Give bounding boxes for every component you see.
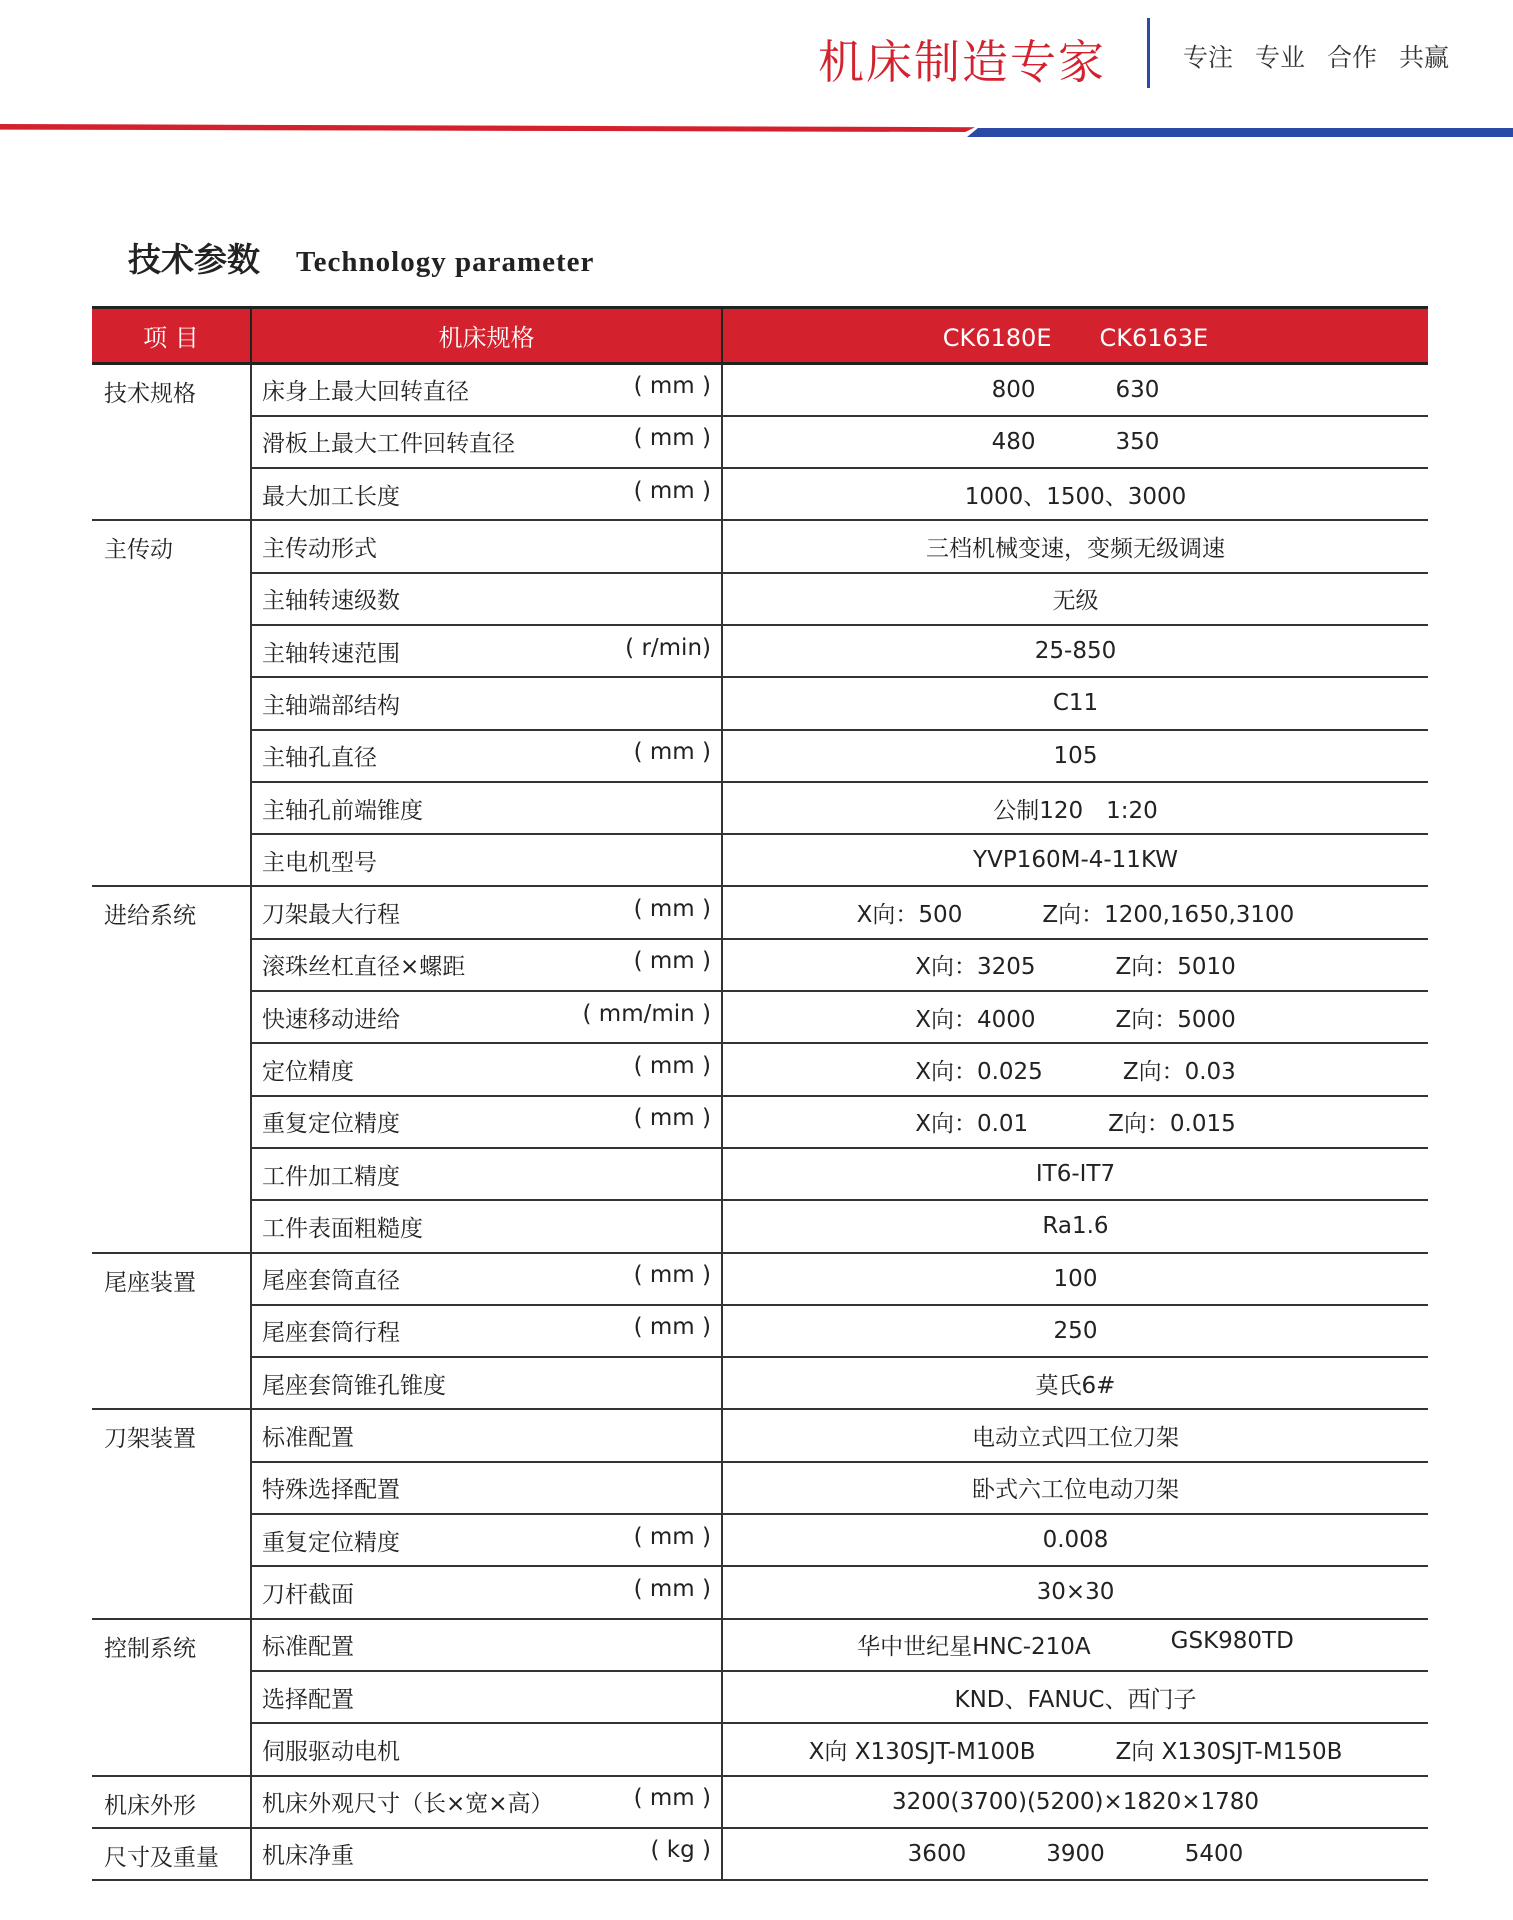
param-label: 主轴孔直径	[262, 745, 377, 772]
param-value: 无级	[1052, 588, 1099, 615]
param-unit: ( mm )	[633, 896, 711, 923]
table-row	[92, 834, 1428, 886]
value-cell	[722, 1305, 1428, 1357]
table-row	[92, 1828, 1428, 1880]
param-unit: ( mm )	[633, 1314, 711, 1341]
param-label: 选择配置	[262, 1686, 354, 1713]
param-label: 主传动形式	[262, 536, 377, 563]
group-label: 机床外形	[92, 1776, 251, 1828]
table-row	[92, 1462, 1428, 1514]
param-cell	[251, 939, 722, 991]
param-label: 重复定位精度	[262, 1111, 400, 1138]
param-cell	[251, 416, 722, 468]
value-cell	[722, 364, 1428, 416]
param-cell	[251, 1148, 722, 1200]
param-cell	[251, 1096, 722, 1148]
param-cell	[251, 730, 722, 782]
slogan-word: 专业	[1255, 43, 1306, 72]
param-value: 5400	[1184, 1840, 1244, 1867]
param-cell	[251, 1462, 722, 1514]
param-cell	[251, 1776, 722, 1828]
value-cell	[722, 1357, 1428, 1409]
value-cell	[722, 1723, 1428, 1775]
value-cell	[722, 991, 1428, 1043]
param-value: IT6-IT7	[1035, 1161, 1116, 1188]
param-unit: ( mm )	[633, 948, 711, 975]
table-row	[92, 1723, 1428, 1775]
param-cell	[251, 886, 722, 938]
param-value: Z向 X130SJT-M150B	[1115, 1738, 1343, 1765]
table-row	[92, 782, 1428, 834]
group-label: 控制系统	[92, 1619, 251, 1776]
param-unit: ( kg )	[650, 1837, 711, 1864]
param-label: 定位精度	[262, 1059, 354, 1085]
param-value: Z向：5000	[1115, 1006, 1236, 1033]
param-label: 主轴转速级数	[262, 588, 400, 615]
table-row	[92, 416, 1428, 468]
param-value: X向：0.025	[915, 1059, 1043, 1085]
header-models: CK6180E CK6163E	[722, 308, 1428, 364]
value-cell	[722, 416, 1428, 468]
param-value: 3600	[907, 1840, 967, 1867]
spec-table	[92, 306, 1428, 1881]
param-cell	[251, 1357, 722, 1409]
param-label: 刀杆截面	[262, 1581, 354, 1608]
param-label: 标准配置	[262, 1425, 354, 1452]
table-row	[92, 1514, 1428, 1566]
table-row	[92, 1096, 1428, 1148]
param-cell	[251, 677, 722, 729]
param-unit: ( mm )	[633, 1105, 711, 1132]
param-value: Ra1.6	[1042, 1213, 1109, 1240]
value-cell	[722, 1514, 1428, 1566]
param-value: GSK980TD	[1170, 1628, 1294, 1655]
table-row	[92, 730, 1428, 782]
param-value: 800	[991, 376, 1036, 403]
param-cell	[251, 364, 722, 416]
table-row	[92, 1148, 1428, 1200]
param-label: 最大加工长度	[262, 483, 400, 510]
value-cell	[722, 1828, 1428, 1880]
section-title-cn: 技术参数	[128, 240, 260, 279]
value-cell	[722, 886, 1428, 938]
param-label: 主轴转速范围	[262, 640, 400, 667]
param-cell	[251, 1619, 722, 1671]
param-cell	[251, 782, 722, 834]
param-cell	[251, 1409, 722, 1461]
param-value: 3200(3700)(5200)×1820×1780	[891, 1788, 1260, 1815]
param-value: 0.008	[1042, 1527, 1109, 1554]
param-cell	[251, 1200, 722, 1252]
value-cell	[722, 1566, 1428, 1618]
param-label: 床身上最大回转直径	[262, 379, 469, 406]
group-label: 刀架装置	[92, 1409, 251, 1618]
table-row	[92, 1200, 1428, 1252]
param-label: 主轴孔前端锥度	[262, 797, 423, 824]
param-value: X向：3205	[915, 954, 1036, 981]
param-cell	[251, 1566, 722, 1618]
param-unit: ( mm )	[633, 1785, 711, 1812]
param-label: 伺服驱动电机	[262, 1738, 400, 1765]
value-cell	[722, 939, 1428, 991]
value-cell	[722, 1776, 1428, 1828]
param-value: 100	[1053, 1265, 1098, 1292]
param-value: 公制120 1:20	[993, 797, 1158, 824]
value-cell	[722, 625, 1428, 677]
param-value: X向：500	[856, 902, 963, 929]
param-value: Z向：5010	[1115, 954, 1236, 981]
value-cell	[722, 1671, 1428, 1723]
table-row	[92, 1043, 1428, 1095]
param-value: X向：4000	[915, 1006, 1036, 1033]
param-unit: ( mm )	[633, 1262, 711, 1289]
param-value: C11	[1052, 690, 1099, 717]
param-value: 105	[1053, 742, 1098, 769]
group-label: 进给系统	[92, 886, 251, 1252]
blue-stripe	[967, 128, 1513, 137]
param-cell	[251, 1723, 722, 1775]
param-label: 主电机型号	[262, 849, 377, 876]
param-label: 标准配置	[262, 1634, 354, 1661]
param-label: 尾座套筒行程	[262, 1320, 400, 1347]
value-cell	[722, 468, 1428, 520]
param-value: 莫氏6#	[1035, 1372, 1116, 1399]
group-label: 尾座装置	[92, 1253, 251, 1410]
param-value: 华中世纪星HNC-210A	[857, 1634, 1091, 1661]
red-stripe	[0, 124, 975, 132]
param-label: 机床外观尺寸（长×宽×高）	[262, 1791, 554, 1818]
param-cell	[251, 520, 722, 572]
param-value: Z向：0.03	[1122, 1059, 1236, 1085]
param-value: 30×30	[1036, 1579, 1115, 1606]
param-value: 350	[1115, 428, 1160, 455]
param-label: 机床净重	[262, 1843, 354, 1870]
value-cell	[722, 1200, 1428, 1252]
param-label: 快速移动进给	[262, 1006, 400, 1033]
table-row	[92, 991, 1428, 1043]
value-cell	[722, 1043, 1428, 1095]
param-value: 480	[991, 428, 1036, 455]
slogan-word: 合作	[1327, 43, 1378, 72]
section-title-en: Technology parameter	[296, 246, 595, 278]
param-label: 刀架最大行程	[262, 902, 400, 929]
param-label: 重复定位精度	[262, 1529, 400, 1556]
param-label: 工件表面粗糙度	[262, 1215, 423, 1242]
param-cell	[251, 625, 722, 677]
brand-title: 机床制造专家	[818, 35, 1106, 89]
group-label: 技术规格	[92, 364, 251, 521]
group-label: 尺寸及重量	[92, 1828, 251, 1880]
table-row	[92, 1253, 1428, 1305]
param-value: 三档机械变速，变频无级调速	[926, 536, 1225, 563]
param-label: 尾座套筒直径	[262, 1268, 400, 1295]
param-unit: ( r/min)	[625, 634, 711, 661]
section-title	[128, 234, 594, 281]
table-row	[92, 1305, 1428, 1357]
value-cell	[722, 1096, 1428, 1148]
param-value: 630	[1115, 376, 1160, 403]
param-value: 卧式六工位电动刀架	[972, 1477, 1179, 1504]
table-row	[92, 1619, 1428, 1671]
param-value: Z向：0.015	[1108, 1111, 1236, 1138]
param-cell	[251, 1043, 722, 1095]
value-cell	[722, 1619, 1428, 1671]
table-row	[92, 1671, 1428, 1723]
value-cell	[722, 1462, 1428, 1514]
group-label: 主传动	[92, 520, 251, 886]
param-label: 主轴端部结构	[262, 692, 400, 719]
param-value: KND、FANUC、西门子	[954, 1686, 1197, 1713]
value-cell	[722, 834, 1428, 886]
header-spec: 机床规格	[251, 308, 722, 364]
table-row	[92, 1357, 1428, 1409]
param-value: 250	[1053, 1317, 1098, 1344]
param-cell	[251, 573, 722, 625]
table-row	[92, 468, 1428, 520]
param-value: 电动立式四工位刀架	[972, 1425, 1179, 1452]
param-value: 25-850	[1034, 638, 1117, 665]
param-unit: ( mm )	[633, 1575, 711, 1602]
header-item: 项 目	[92, 308, 251, 364]
param-value: 3900	[1046, 1840, 1105, 1867]
param-unit: ( mm )	[633, 1523, 711, 1550]
param-value: 1000、1500、3000	[964, 483, 1187, 510]
param-label: 尾座套筒锥孔锥度	[262, 1372, 446, 1399]
param-unit: ( mm )	[633, 1053, 711, 1079]
param-unit: ( mm )	[633, 739, 711, 766]
param-value: Z向：1200,1650,3100	[1042, 902, 1295, 929]
param-label: 特殊选择配置	[262, 1477, 400, 1504]
table-row	[92, 677, 1428, 729]
param-cell	[251, 1253, 722, 1305]
table-row	[92, 520, 1428, 572]
value-cell	[722, 520, 1428, 572]
value-cell	[722, 1409, 1428, 1461]
param-value: YVP160M-4-11KW	[973, 847, 1178, 874]
param-cell	[251, 1671, 722, 1723]
param-unit: ( mm/min )	[582, 1000, 711, 1027]
param-value: X向：0.01	[915, 1111, 1029, 1138]
value-cell	[722, 1148, 1428, 1200]
param-label: 滑板上最大工件回转直径	[262, 431, 515, 458]
param-cell	[251, 1305, 722, 1357]
divider	[1147, 18, 1150, 88]
table-row	[92, 1566, 1428, 1618]
table-row	[92, 1409, 1428, 1461]
param-value: X向 X130SJT-M100B	[808, 1738, 1036, 1765]
param-cell	[251, 834, 722, 886]
param-cell	[251, 991, 722, 1043]
table-row	[92, 1776, 1428, 1828]
slogan-word: 共赢	[1399, 43, 1450, 72]
param-unit: ( mm )	[633, 477, 711, 504]
slogan	[1183, 38, 1449, 74]
value-cell	[722, 782, 1428, 834]
param-cell	[251, 468, 722, 520]
value-cell	[722, 730, 1428, 782]
param-unit: ( mm )	[633, 373, 711, 400]
table-row	[92, 625, 1428, 677]
table-row	[92, 364, 1428, 416]
table-row	[92, 573, 1428, 625]
table-row	[92, 886, 1428, 938]
table-row	[92, 939, 1428, 991]
value-cell	[722, 1253, 1428, 1305]
param-unit: ( mm )	[633, 425, 711, 452]
param-cell	[251, 1514, 722, 1566]
param-label: 工件加工精度	[262, 1163, 400, 1190]
value-cell	[722, 573, 1428, 625]
value-cell	[722, 677, 1428, 729]
slogan-word: 专注	[1183, 43, 1234, 72]
param-label: 滚珠丝杠直径×螺距	[262, 954, 466, 981]
param-cell	[251, 1828, 722, 1880]
